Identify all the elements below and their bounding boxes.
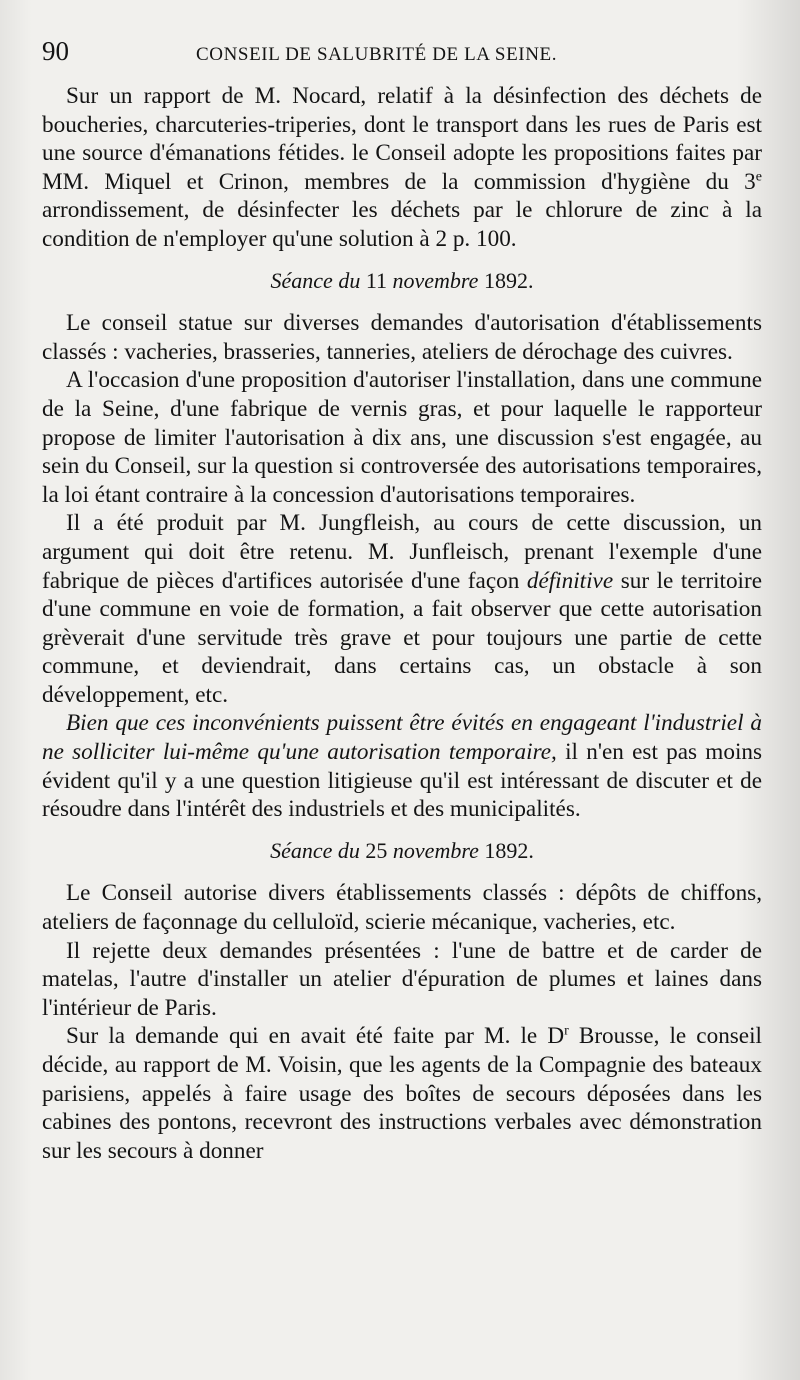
seance-year: 1892.: [483, 267, 534, 293]
superscript: r: [564, 1023, 569, 1039]
paragraph-text: sur le territoire d'une commune en voie de formation, a fait observer que cette autorisation grèverait d'une servitude très grave et pour toujours une partie de cette commune, et deviendrait, dans certains cas, un obstacle à son développement, etc.: [42, 567, 762, 708]
seance-day: 11: [365, 267, 388, 293]
paragraph-text: Brousse, le conseil décide, au rapport de M. Voisin, que les agents de la Compagnie des bateaux parisiens, appelés à faire usage des boîtes de secours déposées dans les cabines des pontons, recevront des instructions verbales avec démonstration sur les secours à donner: [42, 1023, 762, 1164]
paragraph-text: Il a été produit par M. Jungfleish, au cours de cette discussion, un argument qui doit être retenu. M. Junfleisch, prenant l'exemple d'une fabrique de pièces d'artifices autorisée d'une façon: [42, 510, 762, 594]
superscript: e: [755, 169, 762, 185]
paragraph-inconvenients: [42, 709, 762, 823]
running-title: CONSEIL DE SALUBRITÉ DE LA SEINE.: [196, 44, 558, 65]
paragraph-vernis: A l'occasion d'une proposition d'autoriser l'installation, dans une commune de la Seine, d'une fabrique de vernis gras, et pour laquelle le rapporteur propose de limiter l'autorisation à dix ans, une discussion s'est engagée, au sein du Conseil, sur la question si controversée des autorisations temporaires, la loi étant contraire à la concession d'autorisations temporaires.: [42, 367, 762, 508]
seance-month: novembre: [392, 837, 479, 863]
paragraph-text: Sur un rapport de M. Nocard, relatif à la désinfection des déchets de boucheries, charcuteries-triperies, dont le transport dans les rues de Paris est une source d'émanations fétides. le Conseil adopte les propositions faites par MM. Miquel et Crinon, membres de la commission d'hygiène du 3: [42, 83, 762, 195]
paragraph-text: il n'en est pas moins évident qu'il y a une question litigieuse qu'il est intéressant de discuter et de résoudre dans l'intérêt des industriels et des municipalités.: [42, 739, 762, 823]
paragraph-text: arrondissement, de désinfecter les déchets par le chlorure de zinc à la condition de n'employer qu'une solution à 2 p. 100.: [42, 197, 762, 252]
seance-heading-25-novembre: [42, 837, 762, 866]
paragraph-rejette: Il rejette deux demandes présentées : l'une de battre et de carder de matelas, l'autre d'installer un atelier d'épuration de plumes et laines dans l'intérieur de Paris.: [42, 937, 762, 1021]
page-header: [42, 36, 762, 70]
seance-heading-11-novembre: [42, 267, 762, 296]
seance-day: 25: [365, 837, 388, 863]
paragraph-statue: Le conseil statue sur diverses demandes d'autorisation d'établissements classés : vacheries, brasseries, tanneries, ateliers de dérochage des cuivres.: [42, 310, 762, 365]
paragraph-jungfleish: [42, 509, 762, 709]
seance-year: 1892.: [484, 837, 534, 863]
italic-text: Bien que ces inconvénients puissent être évités en engageant l'industriel à ne solliciter lui-même qu'une autorisation temporaire,: [42, 710, 762, 766]
paragraph-brousse: [42, 1022, 762, 1165]
paragraph-autorise: Le Conseil autorise divers établissements classés : dépôts de chiffons, ateliers de façonnage du celluloïd, scierie mécanique, vacheries, etc.: [42, 880, 762, 936]
paragraph-text: Sur la demande qui en avait été faite par M. le D: [66, 1023, 565, 1050]
paragraph-nocard: [42, 82, 762, 254]
seance-label: Séance du: [270, 837, 360, 863]
seance-month: novembre: [392, 267, 479, 293]
italic-text: définitive: [526, 567, 614, 594]
body-text: [42, 82, 762, 1165]
page-number: 90: [42, 36, 69, 66]
seance-label: Séance du: [270, 267, 361, 293]
